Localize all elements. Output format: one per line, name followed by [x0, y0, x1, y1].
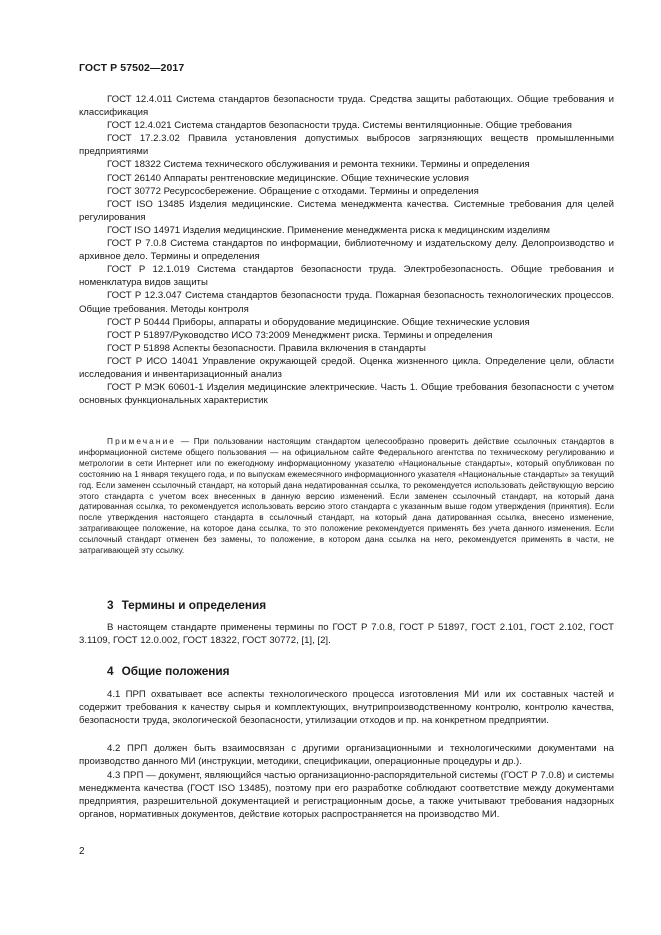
- reference-item: ГОСТ 17.2.3.02 Правила установления допустимых выбросов загрязняющих веществ промышленными предприятиями: [79, 133, 614, 158]
- reference-item: ГОСТ Р МЭК 60601-1 Изделия медицинские электрические. Часть 1. Общие требования безопасности с учетом основных функциональных характеристик: [79, 382, 614, 407]
- reference-item: ГОСТ 30772 Ресурсосбережение. Обращение с отходами. Термины и определения: [107, 185, 479, 197]
- reference-item: ГОСТ Р 7.0.8 Система стандартов по информации, библиотечному и издательскому делу. Делопроизводство и архивное дело. Термины и определения: [79, 238, 614, 263]
- section-3-heading: [107, 598, 266, 612]
- section-number: 3: [107, 598, 114, 612]
- reference-item: ГОСТ Р 12.1.019 Система стандартов безопасности труда. Электробезопасность. Общие требования и номенклатура видов защиты: [79, 264, 614, 289]
- document-header: ГОСТ Р 57502—2017: [79, 62, 185, 74]
- section-title: Общие положения: [121, 664, 230, 678]
- reference-item: ГОСТ Р 50444 Приборы, аппараты и оборудование медицинские. Общие технические условия: [107, 316, 530, 328]
- page-number: 2: [79, 846, 85, 857]
- note-text: — При пользовании настоящим стандартом целесообразно проверить действие ссылочных стандартов в информационной системе общего пользования — на официальном сайте Федерального агентства по техническому регулированию и метрологии в сети Интернет или по ежегодному информационному указателю «Национальные стандарты», который опубликован по состоянию на 1 января текущего года, и по выпускам ежемесячного информационного указателя «Национальные стандарты» за текущий год. Если заменен ссылочный стандарт, на который дана недатированная ссылка, то рекомендуется использовать действующую версию этого стандарта с учетом всех внесенных в данную версию изменений. Если заменен ссылочный стандарт, на который дана датированная ссылка, то рекомендуется использовать версию этого стандарта с указанным выше годом утверждения (принятия). Если после утверждения настоящего стандарта в ссылочный стандарт, на который дана датированная ссылка, внесено изменение, затрагивающее положение, на которое дана ссылка, то это положение рекомендуется применять без учета данного изменения. Если ссылочный стандарт отменен без замены, то положение, в котором дана ссылка на него, рекомендуется применять в части, не затрагивающей эту ссылку.: [79, 436, 614, 556]
- note-paragraph: [79, 436, 614, 556]
- reference-item: ГОСТ 12.4.011 Система стандартов безопасности труда. Средства защиты работающих. Общие требования и классификация: [79, 94, 614, 119]
- reference-item: ГОСТ 26140 Аппараты рентгеновские медицинские. Общие технические условия: [107, 172, 469, 184]
- reference-item: ГОСТ Р 51897/Руководство ИСО 73:2009 Менеджмент риска. Термины и определения: [107, 329, 493, 341]
- reference-item: ГОСТ ISO 14971 Изделия медицинские. Применение менеджмента риска к медицинским изделиям: [107, 224, 550, 236]
- clause-4-3-paragraph: 4.3 ПРП — документ, являющийся частью организационно-распорядительной системы (ГОСТ Р 7.0.8) и системы менеджмента качества (ГОСТ ISO 13485), поэтому при его разработке соблюдают соответствие между документами предприятия, разрешительной документацией и регистрационным досье, а также учитывают требования надзорных органов, нормативных документов, действие которых распространяется на производство МИ.: [79, 770, 614, 821]
- normative-references-list: [79, 93, 614, 407]
- reference-item: ГОСТ Р 51898 Аспекты безопасности. Правила включения в стандарты: [107, 342, 426, 354]
- clause-4-2-paragraph: 4.2 ПРП должен быть взаимосвязан с другими организационными и технологическими документами на производство данного МИ (инструкции, методики, спецификации, операционные процедуры и др.).: [79, 743, 614, 768]
- reference-item: ГОСТ ISO 13485 Изделия медицинские. Система менеджмента качества. Системные требования для целей регулирования: [79, 198, 614, 223]
- note-label: Примечание: [107, 436, 177, 446]
- section-3-paragraph: В настоящем стандарте применены термины по ГОСТ Р 7.0.8, ГОСТ Р 51897, ГОСТ 2.101, ГОСТ 2.102, ГОСТ 3.1109, ГОСТ 12.0.002, ГОСТ 18322, ГОСТ 30772, [1], [2].: [79, 622, 614, 647]
- reference-item: ГОСТ 12.4.021 Система стандартов безопасности труда. Системы вентиляционные. Общие требования: [107, 120, 572, 132]
- reference-item: ГОСТ Р ИСО 14041 Управление окружающей средой. Оценка жизненного цикла. Определение цели, области исследования и инвентаризационный анализ: [79, 355, 614, 380]
- section-title: Термины и определения: [121, 598, 267, 612]
- reference-item: ГОСТ 18322 Система технического обслуживания и ремонта техники. Термины и определения: [107, 159, 530, 171]
- section-number: 4: [107, 664, 114, 678]
- reference-item: ГОСТ Р 12.3.047 Система стандартов безопасности труда. Пожарная безопасность технологических процессов. Общие требования. Методы контроля: [79, 290, 614, 315]
- section-4-heading: [107, 664, 230, 678]
- clause-4-1-paragraph: 4.1 ПРП охватывает все аспекты технологического процесса изготовления МИ или их составных частей и содержит требования к качеству сырья и комплектующих, внутрипроизводственному контролю, контролю качества, безопасности труда, экологической безопасности, утилизации отходов и пр. на конкретном предприятии.: [79, 689, 614, 727]
